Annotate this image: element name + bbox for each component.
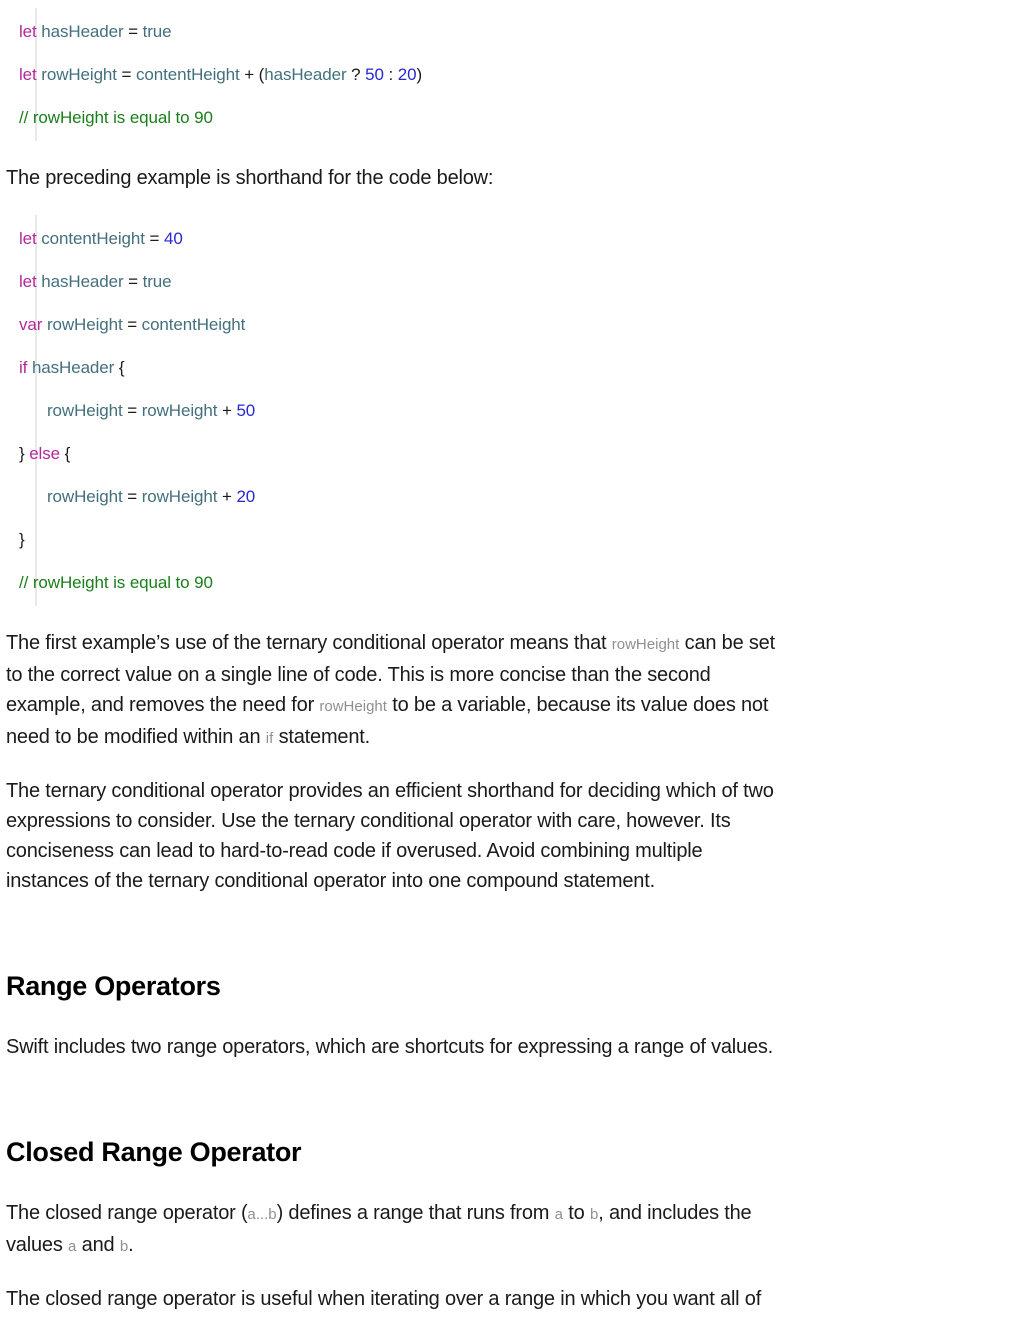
- code-token-identifier: true: [142, 272, 172, 291]
- code-token-keyword: let: [19, 65, 37, 84]
- code-token-plain: =: [144, 229, 164, 248]
- code-line: [0, 96, 1024, 139]
- code-token-comment: // rowHeight is equal to 90: [19, 573, 213, 592]
- inline-code: a...b: [247, 1206, 277, 1223]
- code-line: [0, 10, 1024, 53]
- code-token-plain: }: [19, 444, 30, 463]
- code-token-identifier: rowHeight: [141, 401, 218, 420]
- code-token-identifier: hasHeader: [264, 65, 347, 84]
- code-token-plain: =: [122, 487, 142, 506]
- code-line: [0, 561, 1024, 604]
- code-token-plain: +: [217, 487, 237, 506]
- text-segment: expressions to consider. Use the ternary conditional operator with care, however. Its: [6, 810, 731, 832]
- text-line: [6, 722, 775, 754]
- code-token-identifier: contentHeight: [41, 229, 145, 248]
- range-operators-intro-paragraph: [6, 1032, 773, 1062]
- closed-range-definition-paragraph: [6, 1198, 751, 1262]
- code-token-identifier: true: [142, 22, 172, 41]
- code-token-identifier: hasHeader: [41, 22, 124, 41]
- code-token-keyword: if: [19, 358, 28, 377]
- code-token-identifier: rowHeight: [141, 487, 218, 506]
- text-line: [6, 776, 774, 806]
- code-token-plain: =: [116, 65, 136, 84]
- code-token-identifier: rowHeight: [46, 315, 123, 334]
- code-token-plain: {: [114, 358, 125, 377]
- first-example-paragraph: [6, 628, 775, 754]
- closed-range-usefulness-paragraph: [6, 1284, 761, 1314]
- code-token-identifier: contentHeight: [141, 315, 246, 334]
- code-line: [0, 518, 1024, 561]
- code-line: [0, 389, 1024, 432]
- code-token-plain: }: [19, 530, 25, 549]
- code-block-if-else-longhand: [0, 215, 1024, 606]
- text-segment: values: [6, 1234, 68, 1256]
- code-token-identifier: hasHeader: [31, 358, 115, 377]
- text-segment: can be set: [679, 632, 775, 654]
- text-segment: example, and removes the need for: [6, 694, 320, 716]
- inline-code: b: [589, 1206, 599, 1223]
- text-segment: Swift includes two range operators, which are shortcuts for expressing a range of values.: [6, 1036, 774, 1058]
- text-segment: The closed range operator (: [6, 1202, 248, 1224]
- text-segment: need to be modified within an: [6, 726, 266, 748]
- code-token-plain: =: [122, 401, 142, 420]
- code-token-plain: =: [122, 315, 142, 334]
- text-segment: ) defines a range that runs from: [276, 1202, 555, 1224]
- code-token-plain: ): [416, 65, 422, 84]
- code-line: [0, 53, 1024, 96]
- text-line: [6, 628, 775, 660]
- code-token-plain: {: [60, 444, 71, 463]
- code-line: [0, 432, 1024, 475]
- closed-range-operator-heading: Closed Range Operator: [6, 1137, 302, 1167]
- code-line: [0, 475, 1024, 518]
- code-token-number: 50: [365, 65, 384, 84]
- code-line: [0, 303, 1024, 346]
- code-token-number: 20: [236, 487, 256, 506]
- code-token-identifier: rowHeight: [41, 65, 117, 84]
- intro-paragraph: [6, 163, 493, 193]
- code-token-comment: // rowHeight is equal to 90: [19, 108, 213, 127]
- inline-code: if: [265, 730, 274, 747]
- ternary-advice-paragraph: [6, 776, 774, 896]
- inline-code: a: [67, 1238, 77, 1255]
- code-block-ternary-shorthand: [0, 8, 1024, 141]
- text-segment: to be a variable, because its value does not: [386, 694, 769, 716]
- text-segment: conciseness can lead to hard-to-read code if overused. Avoid combining multiple: [6, 840, 703, 862]
- text-line: [6, 690, 775, 722]
- text-segment: instances of the ternary conditional operator into one compound statement.: [6, 870, 655, 892]
- code-token-plain: :: [383, 65, 398, 84]
- text-segment: to: [562, 1202, 590, 1224]
- code-token-keyword: let: [19, 229, 37, 248]
- text-segment: .: [128, 1234, 134, 1256]
- text-line: [6, 866, 774, 896]
- code-token-identifier: rowHeight: [47, 487, 123, 506]
- code-token-identifier: contentHeight: [136, 65, 240, 84]
- code-token-keyword: var: [19, 315, 43, 334]
- code-token-number: 20: [397, 65, 417, 84]
- code-token-plain: ?: [346, 65, 366, 84]
- text-segment: The first example’s use of the ternary conditional operator means that: [6, 632, 612, 654]
- code-token-identifier: rowHeight: [47, 401, 123, 420]
- code-line: [0, 346, 1024, 389]
- inline-code: a: [554, 1206, 563, 1223]
- code-line: [0, 260, 1024, 303]
- code-line: [0, 217, 1024, 260]
- code-token-plain: =: [123, 272, 143, 291]
- code-token-number: 40: [163, 229, 183, 248]
- code-token-number: 50: [236, 401, 256, 420]
- text-line: [6, 1198, 751, 1230]
- code-token-plain: +: [217, 401, 237, 420]
- code-token-keyword: let: [19, 22, 37, 41]
- text-segment: The ternary conditional operator provides an efficient shorthand for deciding which of two: [6, 780, 774, 802]
- text-segment: The preceding example is shorthand for the code below:: [6, 167, 494, 189]
- code-token-identifier: hasHeader: [41, 272, 124, 291]
- code-token-keyword: else: [29, 444, 60, 463]
- inline-code: rowHeight: [319, 698, 387, 715]
- text-segment: , and includes the: [598, 1202, 752, 1224]
- inline-code: b: [119, 1238, 129, 1255]
- text-line: [6, 1032, 773, 1062]
- range-operators-heading: Range Operators: [6, 971, 221, 1001]
- code-token-keyword: let: [19, 272, 37, 291]
- text-line: [6, 660, 775, 690]
- text-segment: to the correct value on a single line of code. This is more concise than the second: [6, 664, 711, 686]
- inline-code: rowHeight: [611, 636, 680, 653]
- text-line: [6, 806, 774, 836]
- text-segment: and: [76, 1234, 120, 1256]
- text-line: [6, 836, 774, 866]
- text-segment: The closed range operator is useful when iterating over a range in which you want all of: [6, 1288, 762, 1310]
- text-line: [6, 1230, 751, 1262]
- text-segment: statement.: [273, 726, 370, 748]
- text-line: [6, 1284, 761, 1314]
- text-line: [6, 163, 493, 193]
- code-token-plain: =: [123, 22, 143, 41]
- code-token-plain: + (: [239, 65, 265, 84]
